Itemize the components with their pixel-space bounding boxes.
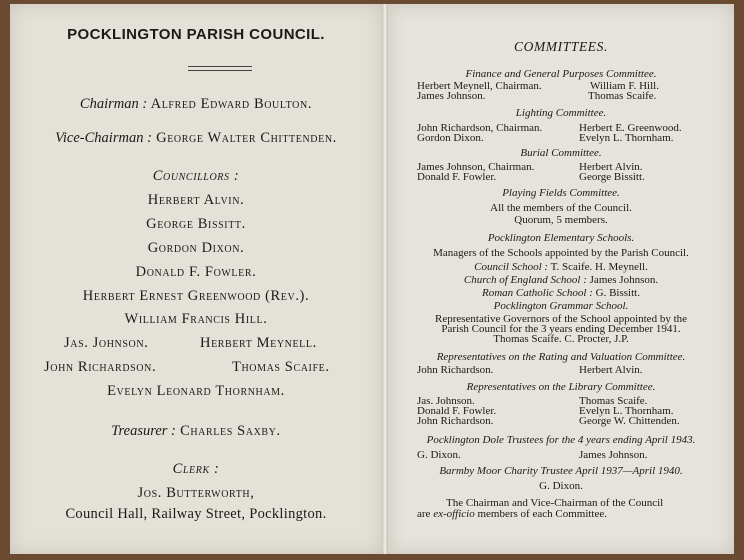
clerk-name: Jos. Butterworth, [137,485,255,501]
councillor-name: Evelyn Leonard Thornham. [107,383,285,399]
councillor-name: George Bissitt. [146,216,246,232]
member-name: James Johnson, Chairman. [417,161,535,173]
vice-chairman-name: George Walter Chittenden. [156,130,337,146]
vice-chairman-label: Vice-Chairman : [55,130,152,146]
council-title: POCKLINGTON PARISH COUNCIL. [67,26,325,43]
committee-text: All the members of the Council. [490,202,632,214]
member-name: James Johnson. [579,449,648,461]
rating-heading: Representatives on the Rating and Valuation Committee. [436,351,686,363]
footer-text: members of each Committee. [474,508,607,520]
finance-heading: Finance and General Purposes Committee. [465,68,657,80]
footer-note-line1: The Chairman and Vice-Chairman of the Council [446,497,664,509]
chairman-line [10,96,382,113]
councillor-name: Jas. Johnson. [64,335,149,351]
councillor-name: Herbert Alvin. [147,192,245,208]
treasurer-line [10,423,382,440]
committee-text: Representative Governors of the School appointed by the [434,313,688,325]
footer-note-line2 [417,509,607,520]
member-name: Herbert Alvin. [579,161,643,173]
councillor-name: Herbert Meynell. [200,335,317,351]
lighting-heading: Lighting Committee. [515,107,607,119]
clerk-label: Clerk : [172,461,220,477]
vice-chairman-line [10,130,382,147]
grammar-school-heading: Pocklington Grammar School. [493,300,629,312]
councillor-name: Donald F. Fowler. [135,264,257,280]
coe-school-label: Church of England School : [463,274,587,286]
member-name: John Richardson, Chairman. [417,122,543,134]
clerk-address: Council Hall, Railway Street, Pocklington. [65,506,327,522]
council-school-label: Council School : [474,261,549,273]
committee-text: Quorum, 5 members. [514,214,608,226]
councillor-name: John Richardson. [44,359,157,375]
member-name: G. Dixon. [417,449,461,461]
left-page [10,4,382,554]
member-name: James Johnson. [417,90,486,102]
councillor-name: William Francis Hill. [124,311,268,327]
councillor-name: Herbert Ernest Greenwood (Rev.). [82,288,310,304]
council-school-members: T. Scaife. H. Meynell. [550,261,648,273]
member-name: Herbert Meynell, Chairman. [417,80,542,92]
rc-school-line [388,288,734,299]
rc-school-label: Roman Catholic School : [482,287,593,299]
member-name: George W. Chittenden. [579,415,680,427]
councillor-name: Gordon Dixon. [147,240,245,256]
member-name: Herbert Alvin. [579,364,643,376]
title-rule [188,66,252,71]
member-name: Evelyn L. Thornham. [579,405,674,417]
footer-text: are [417,508,434,520]
member-name: John Richardson. [417,364,494,376]
member-name: Gordon Dixon. [417,132,484,144]
council-school-line [388,262,734,273]
chairman-label: Chairman : [79,96,148,112]
dole-trustees-heading: Pocklington Dole Trustees for the 4 years ending April 1943. [426,434,696,446]
committee-text: Parish Council for the 3 years ending December 1941. [441,323,681,335]
committee-text: Thomas Scaife. C. Procter, J.P. [493,333,629,345]
playing-fields-heading: Playing Fields Committee. [502,187,620,199]
member-name: William F. Hill. [590,80,659,92]
member-name: Herbert E. Greenwood. [579,122,682,134]
member-name: Evelyn L. Thornham. [579,132,674,144]
member-name: George Bissitt. [579,171,645,183]
member-name: John Richardson. [417,415,494,427]
elementary-schools-heading: Pocklington Elementary Schools. [487,232,635,244]
committees-title: COMMITTEES. [514,39,608,54]
councillors-label: Councillors : [152,168,240,184]
councillor-name: Thomas Scaife. [232,359,330,375]
coe-school-line [388,275,734,286]
chairman-name: Alfred Edward Boulton. [150,96,313,112]
treasurer-name: Charles Saxby. [180,423,281,439]
member-name: Thomas Scaife. [588,90,657,102]
coe-school-members: James Johnson. [589,274,659,286]
burial-heading: Burial Committee. [520,147,602,159]
rc-school-members: G. Bissitt. [595,287,640,299]
footer-ex-officio: ex-officio [433,508,475,520]
barmby-trustee-heading: Barmby Moor Charity Trustee April 1937—April 1940. [439,465,683,477]
member-name: Thomas Scaife. [579,395,648,407]
member-name: G. Dixon. [539,480,583,492]
member-name: Jas. Johnson. [417,395,475,407]
member-name: Donald F. Fowler. [417,171,497,183]
library-heading: Representatives on the Library Committee. [466,381,656,393]
treasurer-label: Treasurer : [111,423,176,439]
right-page [388,4,734,554]
committee-text: Managers of the Schools appointed by the Parish Council. [433,247,689,259]
member-name: Donald F. Fowler. [417,405,497,417]
